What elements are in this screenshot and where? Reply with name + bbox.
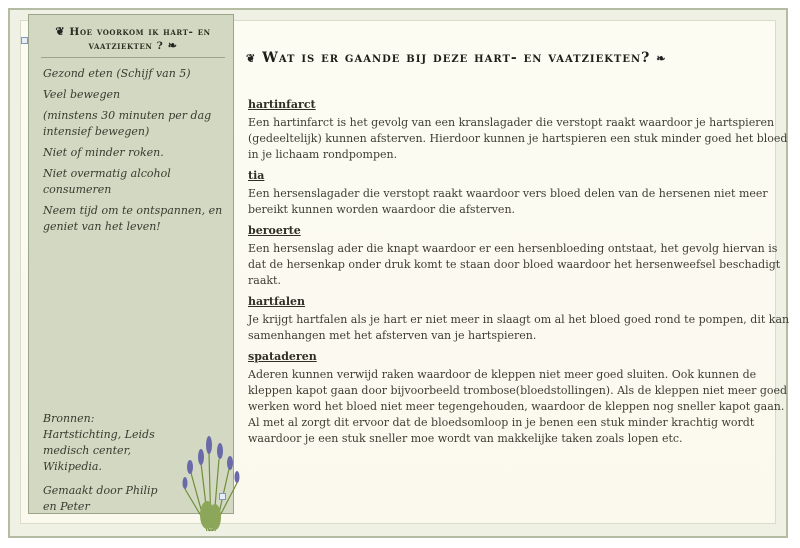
section-hartinfarct bbox=[248, 98, 796, 163]
ornament-icon: ❦ bbox=[246, 52, 257, 65]
section-text: Een hersenslagader die verstopt raakt waardoor vers bloed delen van de hersenen niet meer bereikt kunnen worden waardoor die afsterven. bbox=[248, 187, 768, 216]
section-heading: beroerte bbox=[248, 224, 301, 237]
sidebar-footer bbox=[43, 411, 173, 523]
ornament-icon: ❧ bbox=[656, 52, 667, 65]
list-item: Neem tijd om te ontspannen, en geniet van het leven! bbox=[43, 204, 223, 233]
ornament-icon: ❧ bbox=[167, 39, 178, 52]
section-beroerte bbox=[248, 224, 796, 289]
resize-handle-top-left[interactable] bbox=[21, 37, 28, 44]
sidebar-title bbox=[41, 25, 225, 58]
page-title-text: Wat is er gaande bij deze hart- en vaatziekten? bbox=[262, 50, 651, 66]
section-text: Je krijgt hartfalen als je hart er niet meer in slaagt om al het bloed goed rond te pompen, dit kan samenhangen met het afsterven van je hartspieren. bbox=[248, 313, 790, 342]
list-item: Gezond eten (Schijf van 5) bbox=[43, 67, 191, 80]
section-heading: tia bbox=[248, 169, 265, 182]
resize-handle-bottom-right[interactable] bbox=[219, 493, 226, 500]
sources-text: Bronnen: Hartstichting, Leids medisch center, Wikipedia. bbox=[43, 412, 155, 473]
tips-list bbox=[43, 66, 225, 235]
section-heading: hartfalen bbox=[248, 295, 306, 308]
page-title bbox=[246, 50, 766, 66]
credits-text: Gemaakt door Philip en Peter bbox=[43, 484, 158, 513]
ornament-icon: ❦ bbox=[55, 25, 66, 38]
section-text: Aderen kunnen verwijd raken waardoor de kleppen niet meer goed sluiten. Ook kunnen de kleppen kapot gaan door bijvoorbeeld trombose(bloedstollingen). Als de kleppen niet meer goed werken word het bloed niet meer tegengehouden, waardoor de kleppen nog sneller kapot gaan. Al met al zorgt dit ervoor dat de bloedsomloop in je benen een stuk minder krachtig wordt waardoor je een stuk sneller moe wordt van makkelijke taken zoals lopen etc. bbox=[248, 368, 788, 445]
content-area bbox=[248, 92, 796, 447]
section-text: Een hartinfarct is het gevolg van een kranslagader die verstopt raakt waardoor je hartspieren (gedeeltelijk) kunnen afsterven. Hierdoor kunnen je hartspieren een stuk minder goed het bloed in je lichaam rondpompen. bbox=[248, 116, 788, 161]
list-item: Veel bewegen bbox=[43, 88, 121, 101]
list-item: (minstens 30 minuten per dag intensief bewegen) bbox=[43, 109, 212, 138]
section-tia bbox=[248, 169, 796, 218]
section-spataderen bbox=[248, 350, 796, 447]
sidebar-title-text: Hoe voorkom ik hart- en vaatziekten ? bbox=[69, 26, 211, 52]
section-hartfalen bbox=[248, 295, 796, 344]
list-item: Niet of minder roken. bbox=[43, 146, 164, 159]
section-heading: hartinfarct bbox=[248, 98, 316, 111]
section-heading: spataderen bbox=[248, 350, 317, 363]
list-item: Niet overmatig alcohol consumeren bbox=[43, 167, 171, 196]
lavender-image bbox=[179, 423, 247, 533]
section-text: Een hersenslag ader die knapt waardoor er een hersenbloeding ontstaat, het gevolg hiervan is dat de hersenkap onder druk komt te staan door bloed waardoor het hersenweefsel beschadigt raakt. bbox=[248, 242, 781, 287]
sidebar bbox=[28, 14, 234, 514]
